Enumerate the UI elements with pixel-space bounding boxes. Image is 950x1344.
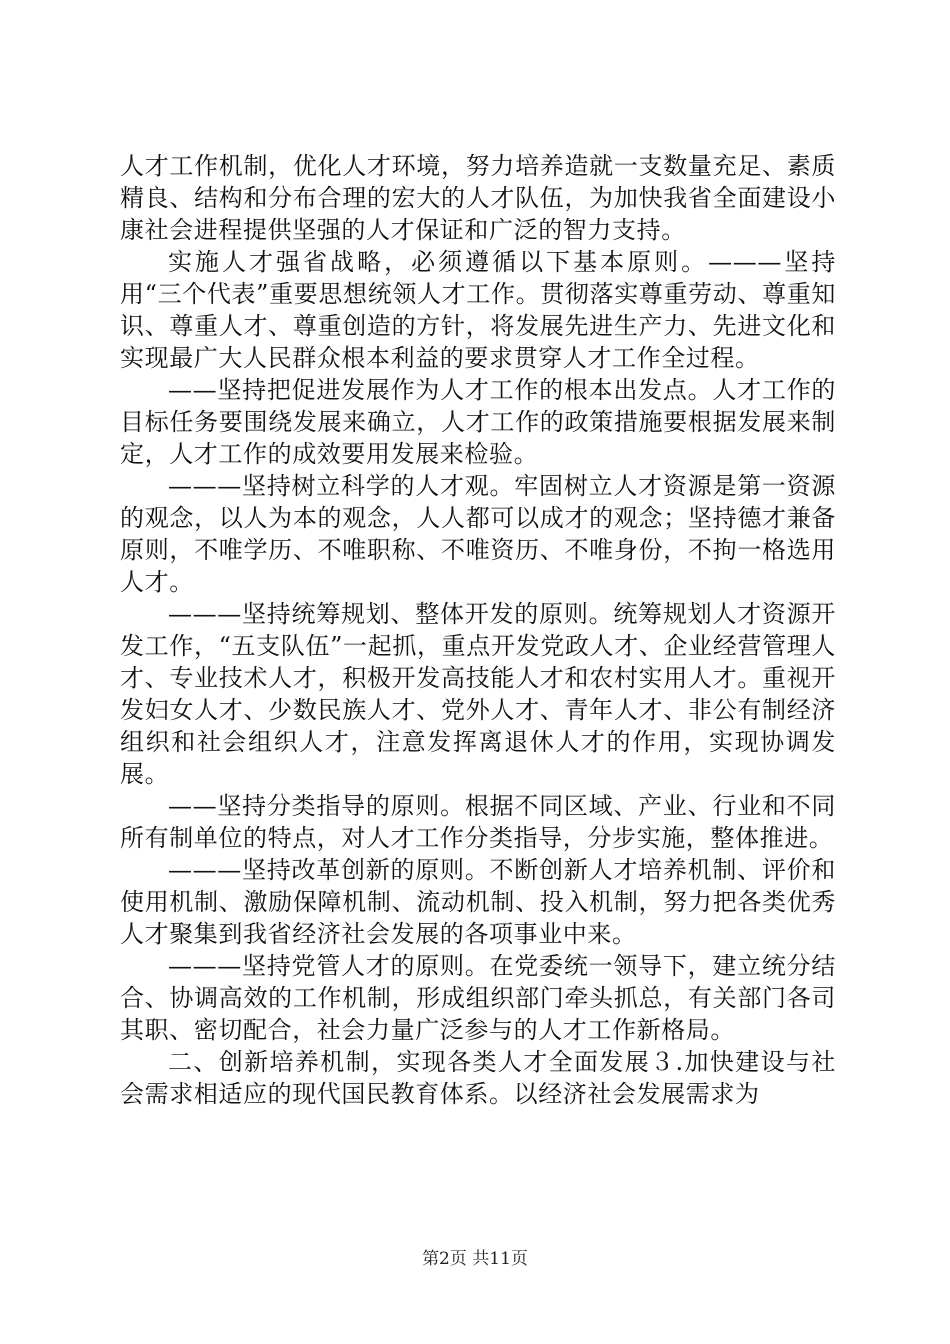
paragraph-9: 二、创新培养机制，实现各类人才全面发展３.加快建设与社会需求相适应的现代国民教育体系。以经济社会发展需求为	[120, 1048, 836, 1108]
paragraph-1: 人才工作机制，优化人才环境，努力培养造就一支数量充足、素质精良、结构和分布合理的宏大的人才队伍，为加快我省全面建设小康社会进程提供坚强的人才保证和广泛的智力支持。	[120, 152, 836, 244]
paragraph-7: ———坚持改革创新的原则。不断创新人才培养机制、评价和使用机制、激励保障机制、流动机制、投入机制，努力把各类优秀人才聚集到我省经济社会发展的各项事业中来。	[120, 856, 836, 948]
paragraph-4: ———坚持树立科学的人才观。牢固树立人才资源是第一资源的观念，以人为本的观念，人人都可以成才的观念；坚持德才兼备原则，不唯学历、不唯职称、不唯资历、不唯身份，不拘一格选用人才。	[120, 472, 836, 596]
page-footer: 第2页 共11页	[422, 1249, 528, 1269]
paragraph-6: ——坚持分类指导的原则。根据不同区域、产业、行业和不同所有制单位的特点，对人才工作分类指导，分步实施，整体推进。	[120, 792, 836, 852]
document-body	[120, 150, 836, 1110]
paragraph-8: ———坚持党管人才的原则。在党委统一领导下，建立统分结合、协调高效的工作机制，形成组织部门牵头抓总，有关部门各司其职、密切配合，社会力量广泛参与的人才工作新格局。	[120, 952, 836, 1044]
paragraph-5: ———坚持统筹规划、整体开发的原则。统筹规划人才资源开发工作，“五支队伍”一起抓，重点开发党政人才、企业经营管理人才、专业技术人才，积极开发高技能人才和农村实用人才。重视开发妇女人才、少数民族人才、党外人才、青年人才、非公有制经济组织和社会组织人才，注意发挥离退休人才的作用，实现协调发展。	[120, 600, 836, 788]
paragraph-2: 实施人才强省战略，必须遵循以下基本原则。———坚持用“三个代表”重要思想统领人才工作。贯彻落实尊重劳动、尊重知识、尊重人才、尊重创造的方针，将发展先进生产力、先进文化和实现最广大人民群众根本利益的要求贯穿人才工作全过程。	[120, 248, 836, 372]
paragraph-3: ——坚持把促进发展作为人才工作的根本出发点。人才工作的目标任务要围绕发展来确立，人才工作的政策措施要根据发展来制定，人才工作的成效要用发展来检验。	[120, 376, 836, 468]
